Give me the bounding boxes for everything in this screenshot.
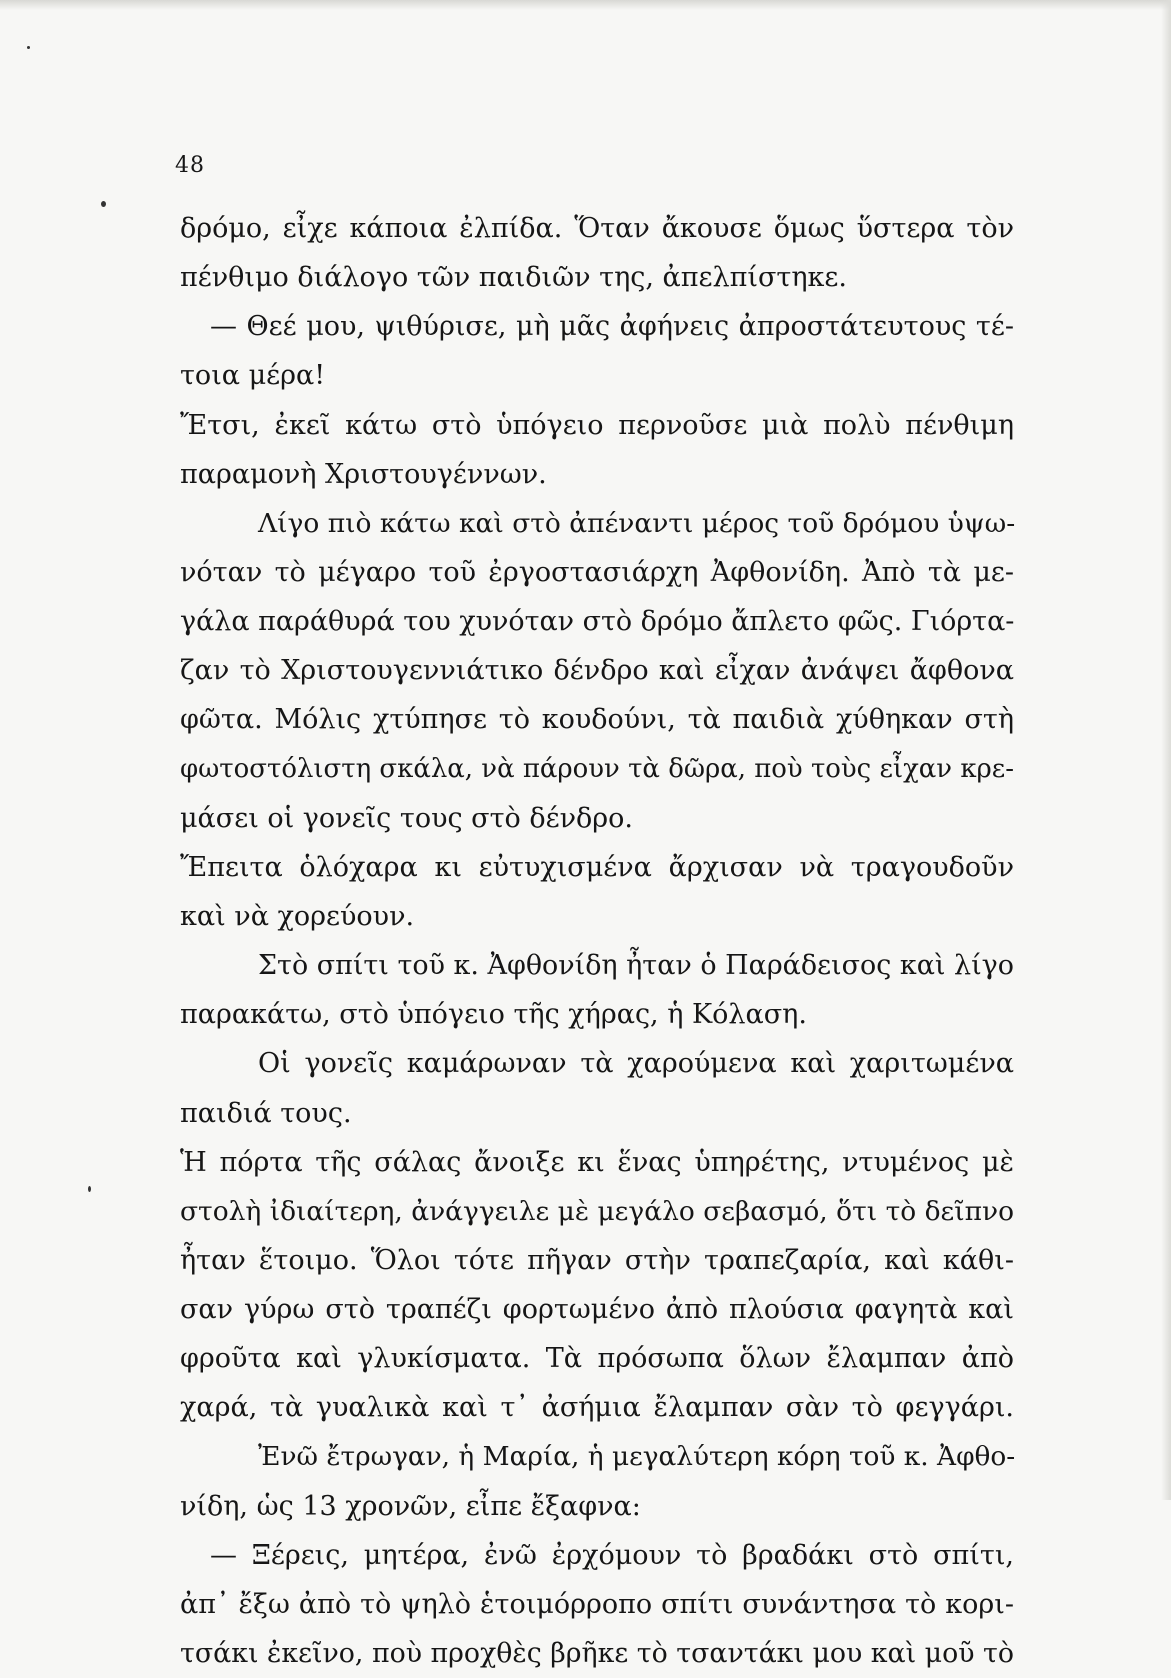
text-line: μάσει οἱ γονεῖς τους στὸ δένδρο.	[180, 802, 634, 834]
text-line: Ἡ πόρτα τῆς σάλας ἄνοιξε κι ἕνας ὑπηρέτης, ντυμένος μὲ	[180, 1146, 1014, 1178]
text-line: Ἐνῶ ἔτρωγαν, ἡ Μαρία, ἡ μεγαλύτερη κόρη τοῦ κ. Ἀφθο-	[258, 1441, 1016, 1472]
text-line: φῶτα. Μόλις χτύπησε τὸ κουδούνι, τὰ παιδιὰ χύθηκαν στὴ	[180, 704, 1014, 736]
text-line: — Θεέ μου, ψιθύρισε, μὴ μᾶς ἀφήνεις ἀπροστάτευτους τέ-	[210, 311, 1014, 343]
ink-speck	[101, 201, 106, 207]
text-line: νίδη, ὡς 13 χρονῶν, εἶπε ἔξαφνα:	[180, 1490, 641, 1522]
text-line: Ἔπειτα ὁλόχαρα κι εὐτυχισμένα ἄρχισαν νὰ τραγουδοῦν	[180, 851, 1014, 883]
text-line: ἀπ᾽ ἔξω ἀπὸ τὸ ψηλὸ ἑτοιμόρροπο σπίτι συνάντησα τὸ κορι-	[180, 1588, 1014, 1620]
text-line: παρακάτω, στὸ ὑπόγειο τῆς χήρας, ἡ Κόλαση.	[180, 999, 807, 1031]
page-top-edge	[0, 0, 1171, 10]
text-line: σαν γύρω στὸ τραπέζι φορτωμένο ἀπὸ πλούσια φαγητὰ καὶ	[180, 1294, 1014, 1326]
text-line: — Ξέρεις, μητέρα, ἐνῶ ἐρχόμουν τὸ βραδάκι στὸ σπίτι,	[210, 1539, 1014, 1571]
page-right-edge	[1161, 0, 1171, 1500]
text-line: Λίγο πιὸ κάτω καὶ στὸ ἀπέναντι μέρος τοῦ δρόμου ὑψω-	[258, 507, 1016, 539]
text-line: τοια μέρα!	[180, 360, 326, 392]
text-line: φωτοστόλιστη σκάλα, νὰ πάρουν τὰ δῶρα, ποὺ τοὺς εἶχαν κρε-	[180, 753, 1014, 784]
text-line: δρόμο, εἶχε κάποια ἐλπίδα. Ὅταν ἄκουσε ὅμως ὕστερα τὸν	[180, 213, 1014, 244]
ink-speck	[88, 1186, 91, 1192]
text-line: τσάκι ἐκεῖνο, ποὺ προχθὲς βρῆκε τὸ τσαντάκι μου καὶ μοῦ τὸ	[180, 1638, 1014, 1670]
text-line: Οἱ γονεῖς καμάρωναν τὰ χαρούμενα καὶ χαριτωμένα	[258, 1048, 1014, 1080]
text-line: πένθιμο διάλογο τῶν παιδιῶν της, ἀπελπίστηκε.	[180, 262, 847, 294]
text-line: παραμονὴ Χριστουγέννων.	[180, 458, 547, 490]
text-line: Ἔτσι, ἐκεῖ κάτω στὸ ὑπόγειο περνοῦσε μιὰ πολὺ πένθιμη	[180, 409, 1014, 441]
text-line: στολὴ ἰδιαίτερη, ἀνάγγειλε μὲ μεγάλο σεβασμό, ὅτι τὸ δεῖπνο	[180, 1195, 1014, 1227]
ink-speck	[27, 46, 30, 49]
body-text	[180, 204, 1014, 1678]
text-line: νόταν τὸ μέγαρο τοῦ ἐργοστασιάρχη Ἀφθονίδη. Ἀπὸ τὰ με-	[180, 556, 1014, 588]
text-line: ἦταν ἕτοιμο. Ὅλοι τότε πῆγαν στὴν τραπεζαρία, καὶ κάθι-	[180, 1244, 1014, 1276]
text-line: χαρά, τὰ γυαλικὰ καὶ τ᾽ ἀσήμια ἔλαμπαν σὰν τὸ φεγγάρι.	[180, 1392, 1014, 1424]
text-line: Στὸ σπίτι τοῦ κ. Ἀφθονίδη ἦταν ὁ Παράδεισος καὶ λίγο	[258, 950, 1014, 982]
text-line: καὶ νὰ χορεύουν.	[180, 900, 415, 932]
text-line: ζαν τὸ Χριστουγεννιάτικο δένδρο καὶ εἶχαν ἀνάψει ἄφθονα	[180, 655, 1014, 687]
page-number: 48	[175, 153, 205, 178]
text-line: γάλα παράθυρά του χυνόταν στὸ δρόμο ἄπλετο φῶς. Γιόρτα-	[180, 606, 1015, 638]
text-line: παιδιά τους.	[180, 1097, 352, 1129]
text-line: φροῦτα καὶ γλυκίσματα. Τὰ πρόσωπα ὅλων ἔλαμπαν ἀπὸ	[180, 1343, 1014, 1375]
